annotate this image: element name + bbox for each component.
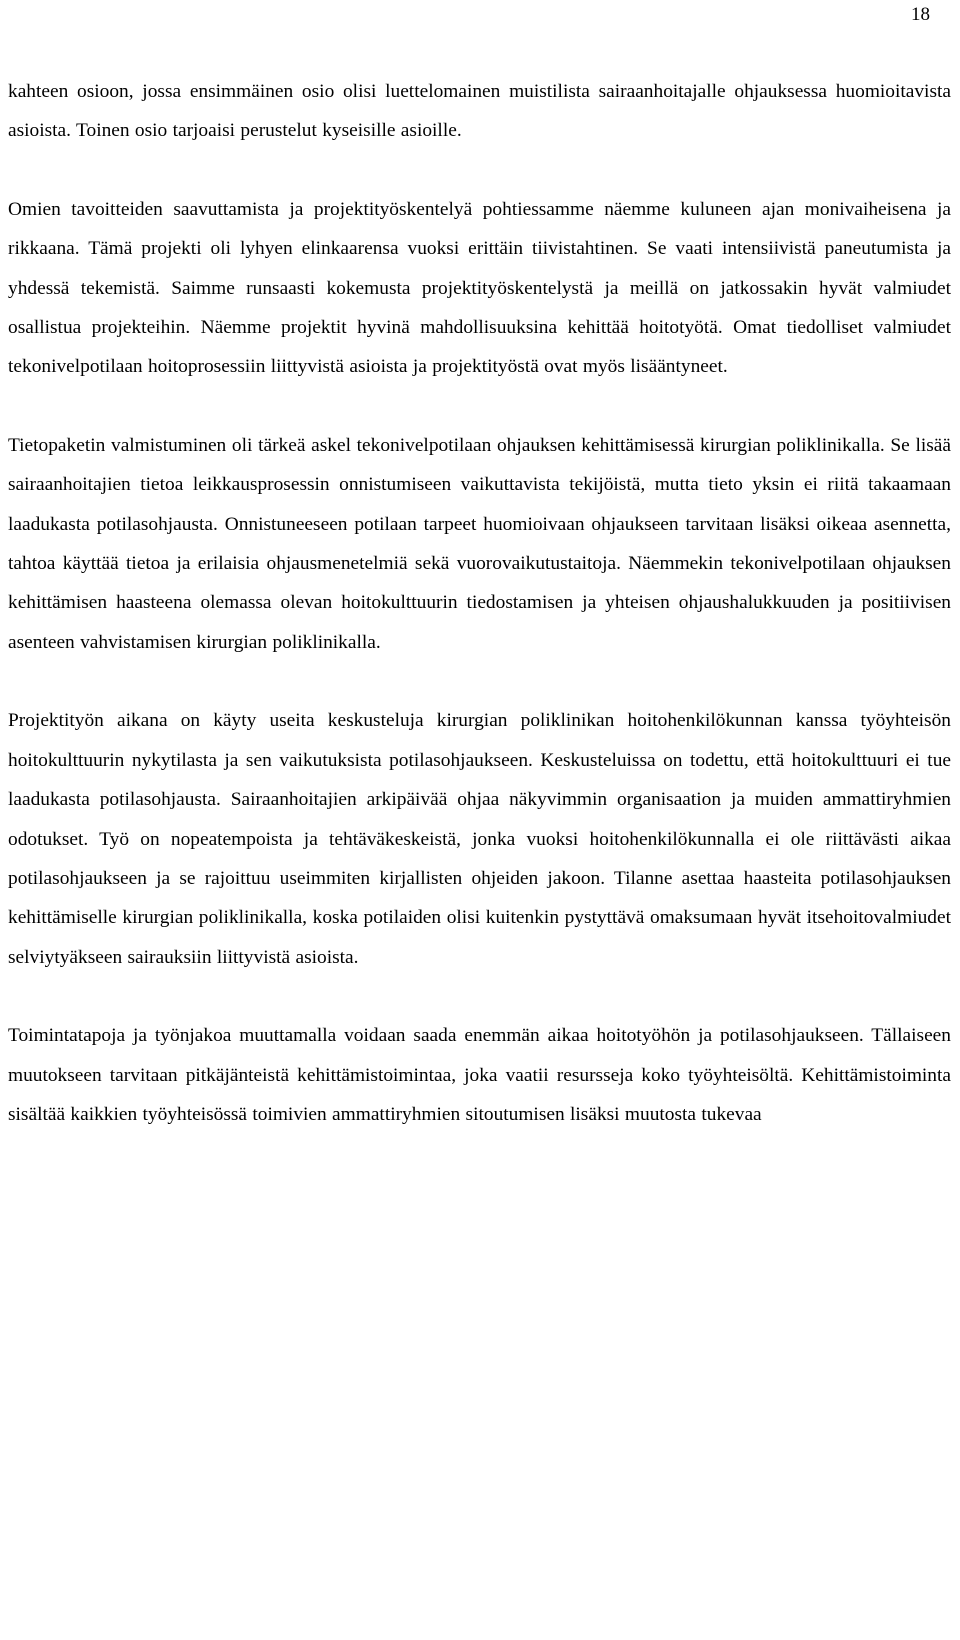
paragraph-5: Toimintatapoja ja työnjakoa muuttamalla voidaan saada enemmän aikaa hoitotyöhön ja potilasohjaukseen. Tällaiseen muutokseen tarvitaan pitkäjänteistä kehittämistoimintaa, joka vaatii resursseja koko työyhteisöltä. Kehittämistoiminta sisältää kaikkien työyhteisössä toimivien ammattiryhmien sitoutumisen lisäksi muutosta tukevaa (8, 1025, 951, 1125)
paragraph-spacer (8, 977, 951, 1016)
document-body (8, 72, 951, 1134)
paragraph-2: Omien tavoitteiden saavuttamista ja projektityöskentelyä pohtiessamme näemme kuluneen ajan monivaiheisena ja rikkaana. Tämä projekti oli lyhyen elinkaarensa vuoksi erittäin tiivistahtinen. Se vaati intensiivistä paneutumista ja yhdessä tekemistä. Saimme runsaasti kokemusta projektityöskentelystä ja meillä on jatkossakin hyvät valmiudet osallistua projekteihin. Näemme projektit hyvinä mahdollisuuksina kehittää hoitotyötä. Omat tiedolliset valmiudet tekonivelpotilaan hoitoprosessiin liittyvistä asioista ja projektityöstä ovat myös lisääntyneet. (8, 198, 951, 378)
paragraph-3: Tietopaketin valmistuminen oli tärkeä askel tekonivelpotilaan ohjauksen kehittämisessä kirurgian poliklinikalla. Se lisää sairaanhoitajien tietoa leikkausprosessin onnistumiseen vaikuttavista tekijöistä, mutta tieto yksin ei riitä takaamaan laadukasta potilasohjausta. Onnistuneeseen potilaan tarpeet huomioivaan ohjaukseen tarvitaan lisäksi oikeaa asennetta, tahtoa käyttää tietoa ja erilaisia ohjausmenetelmiä sekä vuorovaikutustaitoja. Näemmekin tekonivelpotilaan ohjauksen kehittämisen haasteena olemassa olevan hoitokulttuurin tiedostamisen ja yhteisen ohjaushalukkuuden ja positiivisen asenteen vahvistamisen kirurgian poliklinikalla. (8, 434, 951, 653)
paragraph-1: kahteen osioon, jossa ensimmäinen osio olisi luettelomainen muistilista sairaanhoitajalle ohjauksessa huomioitavista asioista. Toinen osio tarjoaisi perustelut kyseisille asioille. (8, 81, 951, 142)
paragraph-spacer (8, 662, 951, 701)
paragraph-spacer (8, 387, 951, 426)
paragraph-4: Projektityön aikana on käyty useita keskusteluja kirurgian poliklinikan hoitohenkilökunnan kanssa työyhteisön hoitokulttuurin nykytilasta ja sen vaikutuksista potilasohjaukseen. Keskusteluissa on todettu, että hoitokulttuuri ei tue laadukasta potilasohjausta. Sairaanhoitajien arkipäivää ohjaa näkyvimmin organisaation ja muiden ammattiryhmien odotukset. Työ on nopeatempoista ja tehtäväkeskeistä, jonka vuoksi hoitohenkilökunnalla ei ole riittävästi aikaa potilasohjaukseen ja se rajoittuu useimmiten kirjallisten ohjeiden jakoon. Tilanne asettaa haasteita potilasohjauksen kehittämiselle kirurgian poliklinikalla, koska potilaiden olisi kuitenkin pystyttävä omaksumaan hyvät itsehoitovalmiudet selviytyäkseen sairauksiin liittyvistä asioista. (8, 710, 951, 968)
page-number: 18 (911, 4, 930, 25)
paragraph-spacer (8, 151, 951, 190)
